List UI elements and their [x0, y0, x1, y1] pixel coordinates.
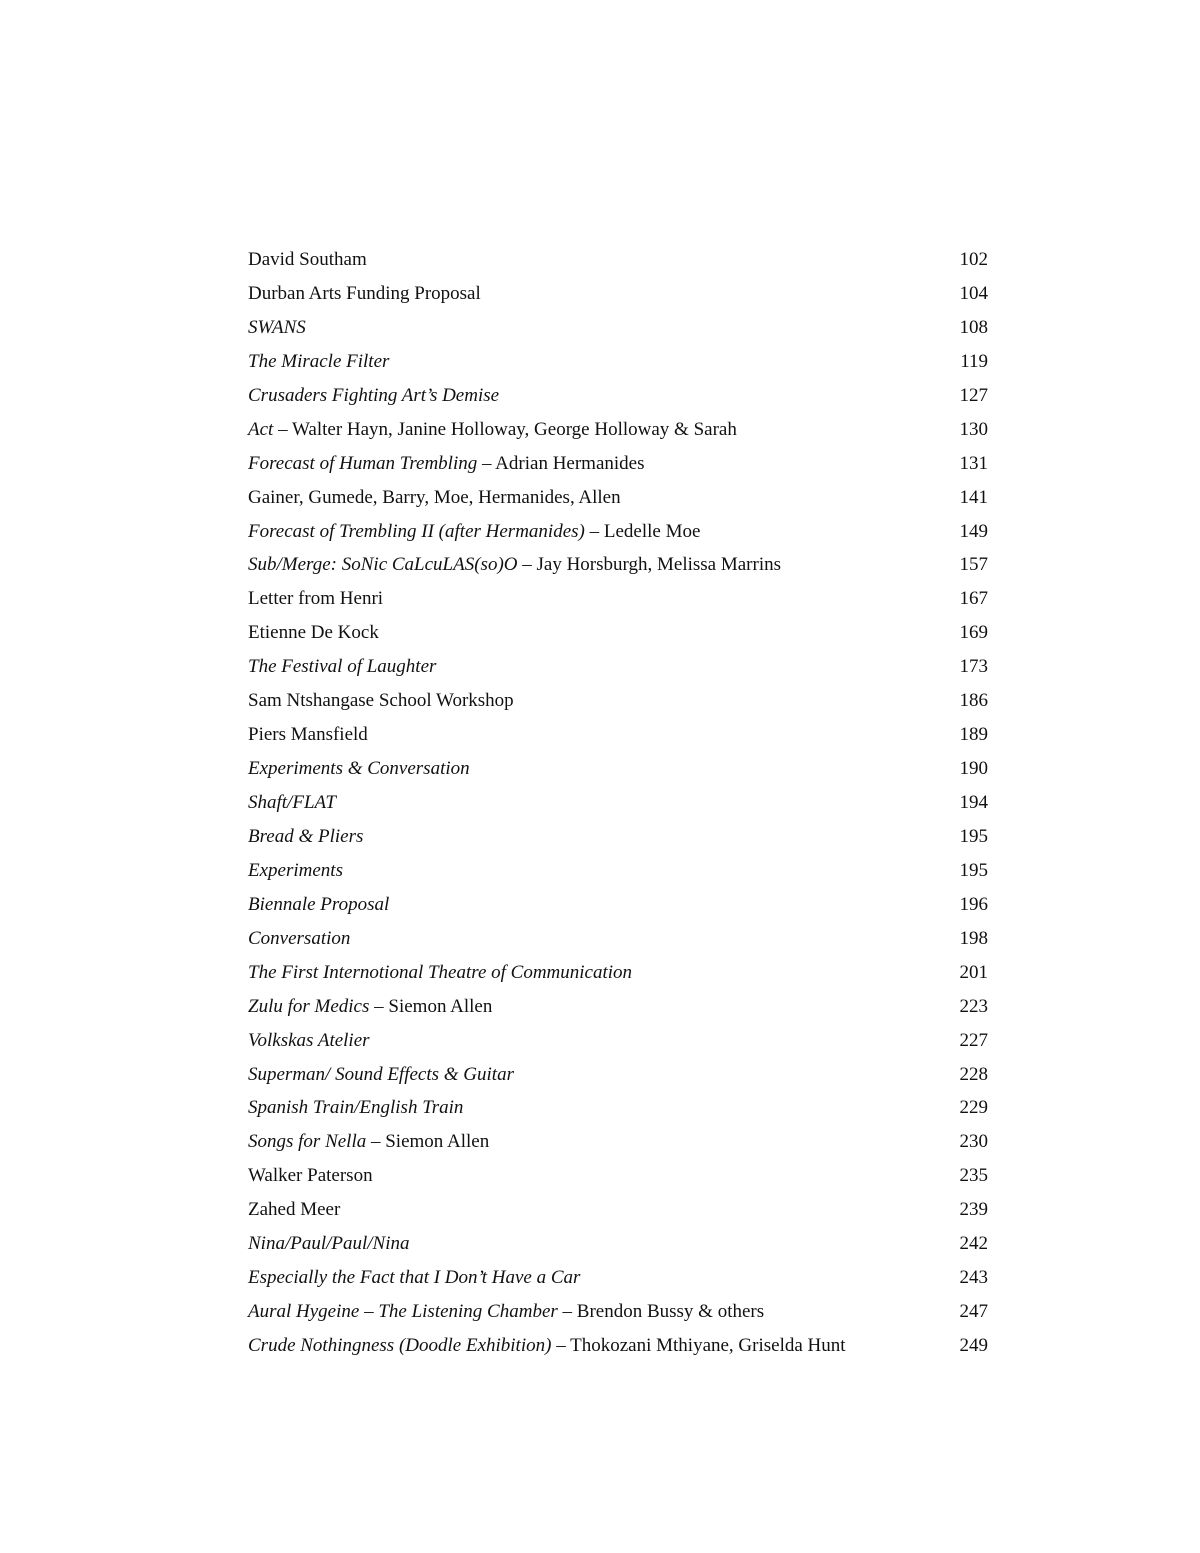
- toc-entry-page-number: 228: [959, 1063, 988, 1085]
- toc-entry-page-number: 235: [959, 1165, 988, 1187]
- toc-entry-title: The Festival of Laughter: [248, 656, 437, 678]
- toc-entry-title: The Miracle Filter: [248, 350, 390, 372]
- toc-entry-page-number: 173: [959, 656, 988, 678]
- toc-entry: [248, 1024, 988, 1058]
- toc-entry-page-number: 249: [959, 1335, 988, 1356]
- toc-entry-text: [248, 820, 363, 854]
- toc-entry-title: Nina/Paul/Paul/Nina: [248, 1233, 410, 1255]
- toc-entry-text: [248, 1024, 370, 1058]
- toc-entry-page-number: 247: [959, 1301, 988, 1323]
- toc-entry: [248, 922, 988, 956]
- toc-entry-text: [248, 447, 645, 481]
- toc-entry: [248, 277, 988, 311]
- toc-entry-text: [248, 1295, 764, 1329]
- toc-entry-page-number: 186: [959, 690, 988, 712]
- toc-entry: [248, 718, 988, 752]
- toc-entry-text: [248, 956, 632, 990]
- toc-entry: [248, 786, 988, 820]
- toc-entry-title: Bread & Pliers: [248, 825, 364, 847]
- toc-entry-text: [248, 1261, 580, 1295]
- toc-entry-text: [248, 616, 379, 650]
- toc-entry-detail: – Siemon Allen: [369, 995, 493, 1017]
- toc-entry-text: [248, 548, 781, 582]
- toc-entry: [248, 1329, 988, 1363]
- toc-entry: [248, 752, 988, 786]
- toc-entry-text: [248, 1193, 340, 1227]
- toc-entry-detail: – Thokozani Mthiyane, Griselda Hunt: [551, 1335, 846, 1356]
- toc-entry: [248, 1125, 988, 1159]
- toc-entry-detail: Etienne De Kock: [248, 622, 379, 644]
- toc-entry-page-number: 229: [959, 1097, 988, 1119]
- toc-entry-page-number: 104: [959, 282, 988, 304]
- toc-entry: [248, 616, 988, 650]
- toc-entry-page-number: 149: [959, 520, 988, 542]
- toc-entry-page-number: 189: [959, 724, 988, 746]
- toc-entry: [248, 1261, 988, 1295]
- toc-entry-page-number: 102: [959, 249, 988, 270]
- toc-entry-text: [248, 311, 306, 345]
- toc-entry-text: [248, 922, 350, 956]
- toc-entry-text: [248, 345, 389, 379]
- toc-entry-page-number: 227: [959, 1029, 988, 1051]
- toc-entry-title: Experiments & Conversation: [248, 758, 470, 780]
- toc-entry: [248, 413, 988, 447]
- toc-entry-title: Forecast of Human Trembling: [248, 452, 478, 474]
- toc-entry-text: [248, 379, 499, 413]
- toc-entry-title: Biennale Proposal: [248, 893, 390, 915]
- toc-entry-detail: Letter from Henri: [248, 588, 384, 610]
- toc-entry-page-number: 239: [959, 1199, 988, 1221]
- toc-entry-detail: Durban Arts Funding Proposal: [248, 282, 481, 304]
- toc-entry-page-number: 195: [959, 859, 988, 881]
- toc-entry: [248, 990, 988, 1024]
- toc-entry-page-number: 157: [959, 554, 988, 576]
- toc-entry-page-number: 230: [959, 1131, 988, 1153]
- toc-entry: [248, 1159, 988, 1193]
- toc-entry: [248, 582, 988, 616]
- toc-entry-text: [248, 990, 492, 1024]
- toc-entry-title: Zulu for Medics: [248, 995, 370, 1017]
- toc-entry: [248, 888, 988, 922]
- toc-entry-title: Volkskas Atelier: [248, 1029, 370, 1051]
- toc-entry-page-number: 119: [960, 350, 988, 372]
- toc-entry-detail: Piers Mansfield: [248, 724, 368, 746]
- toc-entry-detail: Gainer, Gumede, Barry, Moe, Hermanides, Allen: [248, 486, 621, 508]
- toc-entry-page-number: 131: [959, 452, 988, 474]
- table-of-contents: [248, 243, 988, 1363]
- toc-entry-page-number: 130: [959, 418, 988, 440]
- toc-entry: [248, 311, 988, 345]
- toc-entry-title: Crude Nothingness (Doodle Exhibition): [248, 1335, 552, 1356]
- toc-entry-detail: Zahed Meer: [248, 1199, 341, 1221]
- toc-entry-page-number: 223: [959, 995, 988, 1017]
- toc-entry-page-number: 194: [959, 792, 988, 813]
- toc-entry-page-number: 108: [959, 316, 988, 338]
- toc-entry-detail: Sam Ntshangase School Workshop: [248, 690, 514, 712]
- toc-entry: [248, 243, 988, 277]
- toc-entry-page-number: 127: [959, 384, 988, 406]
- toc-entry-detail: David Southam: [248, 249, 367, 270]
- toc-entry-detail: – Siemon Allen: [366, 1131, 490, 1153]
- toc-entry-page-number: 201: [959, 961, 988, 983]
- toc-entry-detail: – Jay Horsburgh, Melissa Marrins: [517, 554, 782, 576]
- toc-entry-title: Forecast of Trembling II (after Hermanides): [248, 520, 585, 542]
- toc-entry: [248, 854, 988, 888]
- toc-entry-detail: – Brendon Bussy & others: [557, 1301, 765, 1323]
- toc-entry-page-number: 190: [959, 758, 988, 780]
- toc-entry-page-number: 196: [959, 893, 988, 915]
- toc-entry-text: [248, 243, 367, 277]
- toc-entry: [248, 650, 988, 684]
- toc-entry-text: [248, 684, 514, 718]
- toc-entry-text: [248, 1125, 489, 1159]
- toc-entry-text: [248, 1091, 463, 1125]
- toc-entry-text: [248, 752, 470, 786]
- toc-entry: [248, 515, 988, 549]
- toc-entry-text: [248, 481, 621, 515]
- toc-entry-text: [248, 1329, 846, 1363]
- toc-entry: [248, 956, 988, 990]
- toc-entry: [248, 345, 988, 379]
- toc-entry-title: Conversation: [248, 927, 351, 949]
- toc-entry-title: Shaft/FLAT: [248, 792, 336, 813]
- toc-entry: [248, 1227, 988, 1261]
- toc-entry-text: [248, 718, 368, 752]
- toc-entry-text: [248, 650, 436, 684]
- toc-entry-text: [248, 1159, 373, 1193]
- toc-entry-title: SWANS: [248, 316, 306, 338]
- toc-entry-text: [248, 1227, 410, 1261]
- toc-entry: [248, 1295, 988, 1329]
- toc-entry-page-number: 169: [959, 622, 988, 644]
- toc-entry-detail: – Adrian Hermanides: [477, 452, 645, 474]
- toc-entry-page-number: 243: [959, 1267, 988, 1289]
- toc-entry-title: Aural Hygeine – The Listening Chamber: [248, 1301, 558, 1323]
- toc-entry-text: [248, 277, 481, 311]
- toc-entry-page-number: 198: [959, 927, 988, 949]
- toc-entry: [248, 379, 988, 413]
- toc-entry: [248, 1091, 988, 1125]
- toc-entry-text: [248, 854, 343, 888]
- toc-entry: [248, 548, 988, 582]
- toc-entry-text: [248, 888, 389, 922]
- toc-entry-text: [248, 786, 336, 820]
- toc-entry-detail: – Ledelle Moe: [584, 520, 701, 542]
- toc-entry-detail: Walker Paterson: [248, 1165, 373, 1187]
- toc-entry: [248, 684, 988, 718]
- toc-entry-text: [248, 1058, 514, 1092]
- toc-entry-page-number: 167: [959, 588, 988, 610]
- toc-entry-title: Act: [248, 418, 274, 440]
- toc-entry-title: Experiments: [248, 859, 343, 881]
- toc-entry-text: [248, 582, 383, 616]
- toc-entry-page-number: 242: [959, 1233, 988, 1255]
- toc-entry-detail: – Walter Hayn, Janine Holloway, George Holloway & Sarah: [273, 418, 737, 440]
- toc-entry-title: Especially the Fact that I Don’t Have a Car: [248, 1267, 581, 1289]
- toc-entry-title: Spanish Train/English Train: [248, 1097, 464, 1119]
- toc-entry-title: Superman/ Sound Effects & Guitar: [248, 1063, 514, 1085]
- toc-entry: [248, 820, 988, 854]
- toc-entry-text: [248, 413, 737, 447]
- toc-entry: [248, 1058, 988, 1092]
- toc-entry: [248, 1193, 988, 1227]
- toc-entry-page-number: 195: [959, 825, 988, 847]
- toc-entry: [248, 447, 988, 481]
- toc-entry-page-number: 141: [959, 486, 988, 508]
- toc-entry-title: Sub/Merge: SoNic CaLcuLAS(so)O: [248, 554, 518, 576]
- toc-entry-title: The First Internotional Theatre of Communication: [248, 961, 633, 983]
- toc-entry: [248, 481, 988, 515]
- toc-entry-text: [248, 515, 700, 549]
- toc-entry-title: Crusaders Fighting Art’s Demise: [248, 384, 500, 406]
- toc-entry-title: Songs for Nella: [248, 1131, 367, 1153]
